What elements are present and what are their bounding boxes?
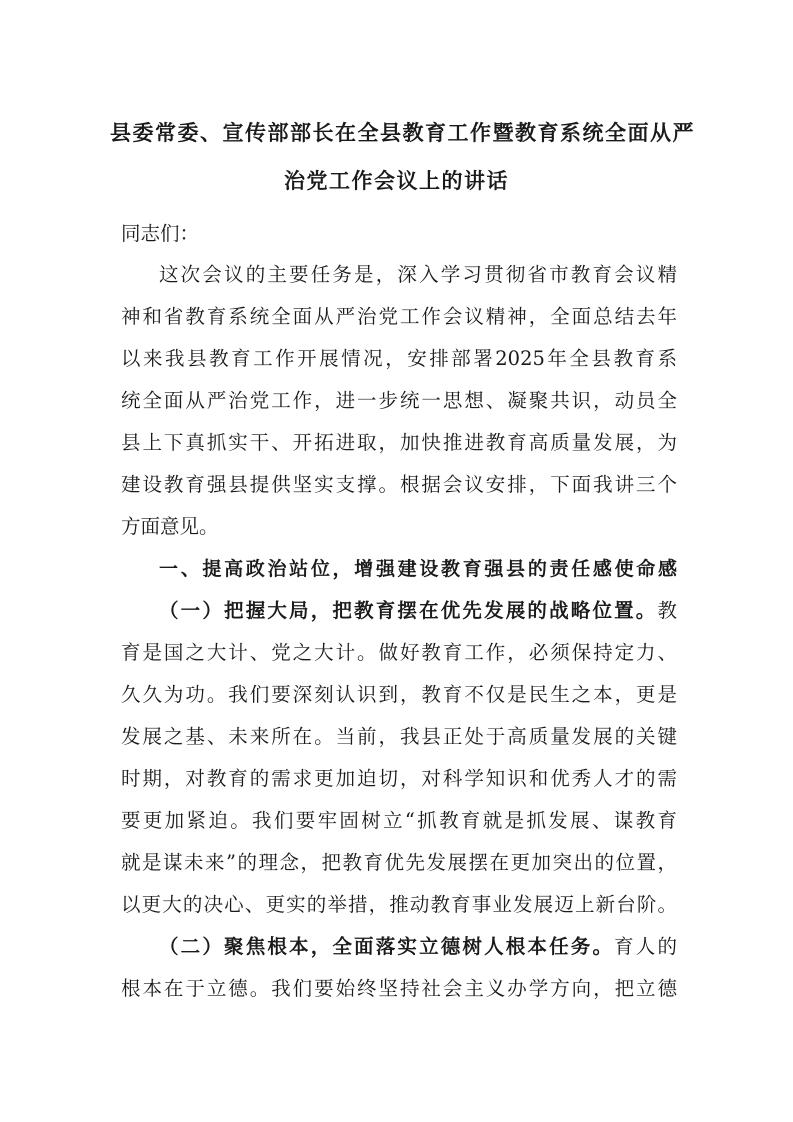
salutation: 同志们： bbox=[121, 222, 200, 245]
intro-line: 以来我县教育工作开展情况，安排部署2025年全县教育系 bbox=[121, 347, 677, 370]
subsection-1-heading: （一）把握大局，把教育摆在优先发展的战略位置。 bbox=[159, 599, 658, 622]
intro-line: 方面意见。 bbox=[121, 515, 219, 538]
intro-line: 统全面从严治党工作，进一步统一思想、凝聚共识，动员全 bbox=[121, 389, 677, 412]
subsection-1-line: 要更加紧迫。我们要牢固树立“抓教育就是抓发展、谋教育 bbox=[121, 809, 677, 832]
intro-line: 这次会议的主要任务是，深入学习贯彻省市教育会议精 bbox=[159, 263, 677, 286]
subsection-1-line: 就是谋未来”的理念，把教育优先发展摆在更加突出的位置， bbox=[121, 851, 677, 874]
subsection-1-first-tail: 教 bbox=[657, 599, 677, 622]
subsection-2-first-line bbox=[159, 927, 677, 967]
subsection-2-first-tail: 育人的 bbox=[614, 935, 677, 958]
subsection-1-line: 育是国之大计、党之大计。做好教育工作，必须保持定力、 bbox=[121, 641, 677, 664]
section-1-heading: 一、提高政治站位，增强建设教育强县的责任感使命感 bbox=[159, 558, 677, 580]
subsection-2-heading: （二）聚焦根本，全面落实立德树人根本任务。 bbox=[159, 935, 615, 958]
subsection-2-line: 根本在于立德。我们要始终坚持社会主义办学方向，把立德 bbox=[121, 977, 677, 1000]
intro-line: 神和省教育系统全面从严治党工作会议精神，全面总结去年 bbox=[121, 305, 677, 328]
subsection-1-line: 发展之基、未来所在。当前，我县正处于高质量发展的关键 bbox=[121, 725, 677, 748]
intro-line: 建设教育强县提供坚实支撑。根据会议安排，下面我讲三个 bbox=[121, 473, 677, 496]
document-title-line-1: 县委常委、宣传部部长在全县教育工作暨教育系统全面从严 bbox=[110, 121, 695, 145]
subsection-1-line: 以更大的决心、更实的举措，推动教育事业发展迈上新台阶。 bbox=[121, 893, 677, 916]
subsection-1-line: 时期，对教育的需求更加迫切，对科学知识和优秀人才的需 bbox=[121, 767, 677, 790]
subsection-1-line: 久久为功。我们要深刻认识到，教育不仅是民生之本，更是 bbox=[121, 683, 677, 706]
document-title-line-2: 治党工作会议上的讲话 bbox=[284, 169, 509, 193]
subsection-1-first-line bbox=[159, 591, 677, 631]
intro-line: 县上下真抓实干、开拓进取，加快推进教育高质量发展，为 bbox=[121, 431, 677, 454]
